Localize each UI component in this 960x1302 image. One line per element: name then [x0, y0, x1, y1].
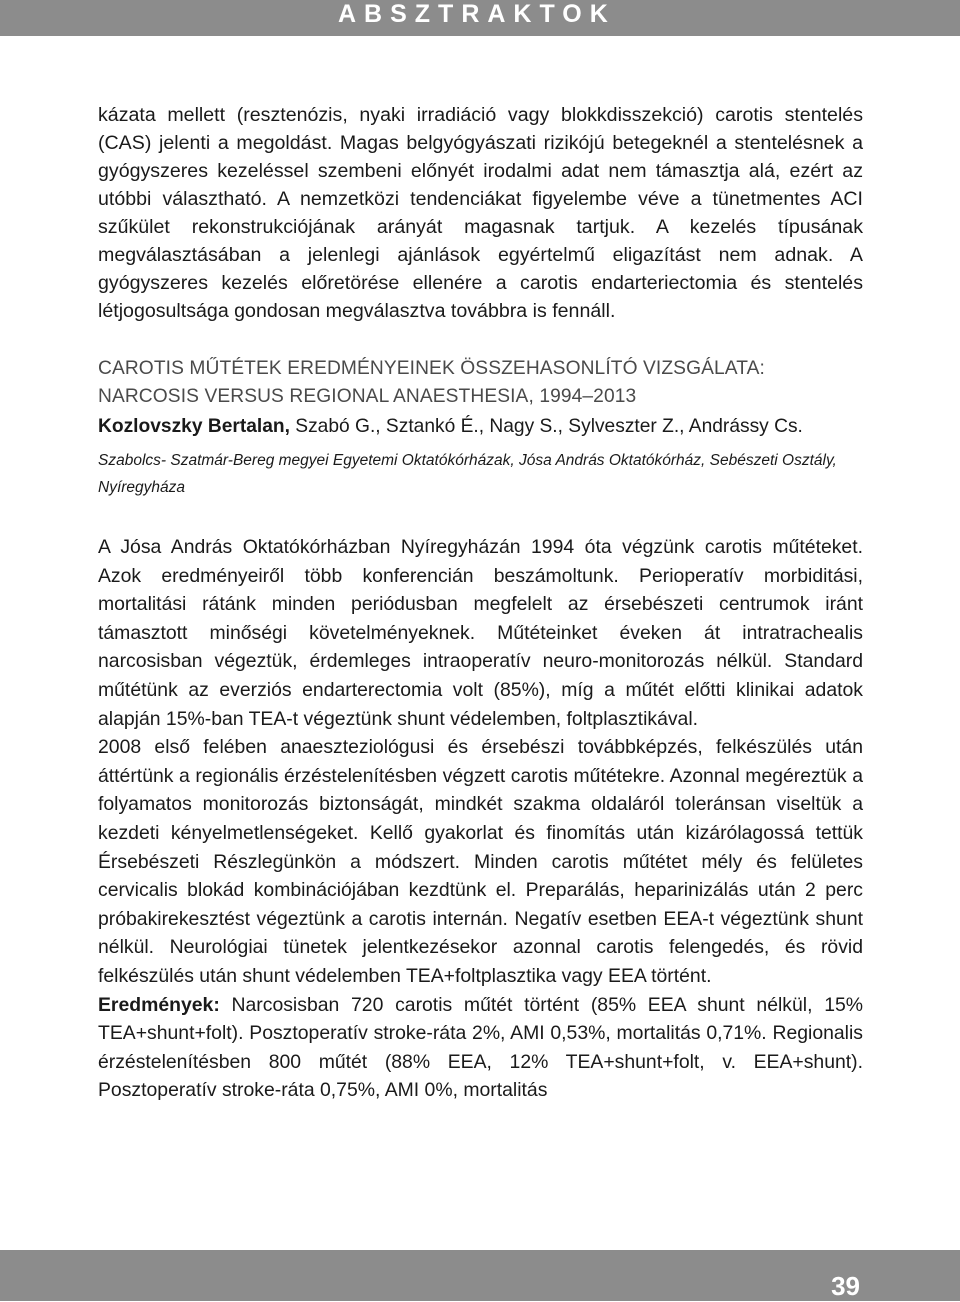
- results-paragraph: [98, 991, 863, 1105]
- abstract-paragraph-2: 2008 első felében anaeszteziológusi és érsebészi továbbképzés, felkészülés után áttértünk a regionális érzéstelenítésben végzett carotis műtétekre. Azonnal megéreztük a folyamatos monitorozás biztonságát, mindkét szakma oldaláról toleránsan viseltük a kezdeti kényelmetlenségeket. Kellő gyakorlat és finomítás után kizárólagossá tettük Érsebészeti Részlegünkön a módszert. Minden carotis műtétet mély és felületes cervicalis blokád kombinációjában kezdtünk el. Preparálás, heparinizálás után 2 perc próbakirekesztést végeztünk a carotis internán. Negatív esetben EEA-t végeztünk shunt nélkül. Neurológiai tünetek jelentkezésekor azonnal carotis felengedés, és rövid felkészülés után shunt védelemben TEA+foltplasztika vagy EEA történt.: [98, 736, 863, 987]
- page-footer: [0, 1250, 960, 1301]
- abstract-body: [98, 533, 863, 1105]
- abstract-title: [98, 355, 863, 411]
- lead-author: Kozlovszky Bertalan,: [98, 416, 290, 437]
- abstract-title-line1: CAROTIS MŰTÉTEK EREDMÉNYEINEK ÖSSZEHASONLÍTÓ VIZSGÁLATA:: [98, 358, 765, 379]
- section-title: ABSZTRAKTOK: [338, 0, 616, 28]
- results-label: Eredmények:: [98, 993, 220, 1016]
- coauthors: Szabó G., Sztankó É., Nagy S., Sylveszter Z., Andrássy Cs.: [289, 416, 803, 437]
- author-list: [98, 413, 863, 441]
- intro-paragraph: kázata mellett (resztenózis, nyaki irradiáció vagy blokkdisszekció) carotis stentelés (CAS) jelenti a megoldást. Magas belgyógyászati rizikójú betegeknél a stentelésnek a gyógyszeres kezeléssel szembeni előnyét irodalmi adat nem támasztja alá, ezért az utóbbi választható. A nemzetközi tendenciákat figyelembe véve a tünetmentes ACI szűkület rekonstrukciójának arányát magasnak tartjuk. A kezelés típusának megválasztásában a jelenlegi ajánlások egyértelmű eligazítást nem adnak. A gyógyszeres kezelés előretörése ellenére a carotis endarteriectomia és stentelés létjogosultsága gondosan megválasztva továbbra is fennáll.: [98, 104, 863, 322]
- affiliation: Szabolcs- Szatmár-Bereg megyei Egyetemi Oktatókórházak, Jósa András Oktatókórház, Sebészeti Osztály, Nyíregyháza: [98, 452, 837, 496]
- results-text: Narcosisban 720 carotis műtét történt (85% EEA shunt nélkül, 15% TEA+shunt+folt). Posztoperatív stroke-ráta 2%, AMI 0,53%, mortalitás 0,71%. Regionalis érzéstelenítésben 800 műtét (88% EEA, 12% TEA+shunt+folt, v. EEA+shunt). Posztoperatív stroke-ráta 0,75%, AMI 0%, mortalitás: [98, 993, 863, 1102]
- abstract-paragraph-1: A Jósa András Oktatókórházban Nyíregyházán 1994 óta végzünk carotis műtéteket. Azok eredményeiről több konferencián beszámoltunk. Perioperatív morbiditási, mortalitási rátánk minden periódusban megfelelt az érsebészeti centrumok iránt támasztott minőségi követelményeknek. Műtéteinket éveken át intratrachealis narcosisban végeztük, érdemleges intraoperatív neuro-monitorozás nélkül. Standard műtétünk az everziós endarterectomia volt (85%), míg a műtét előtti klinikai adatok alapján 15%-ban TEA-t végeztünk shunt védelemben, foltplasztikával.: [98, 536, 863, 730]
- abstract-title-line2: NARCOSIS VERSUS REGIONAL ANAESTHESIA, 1994–2013: [98, 386, 637, 407]
- page-content: [98, 101, 863, 1105]
- page-header: [0, 0, 960, 36]
- page-number: 39: [831, 1271, 860, 1301]
